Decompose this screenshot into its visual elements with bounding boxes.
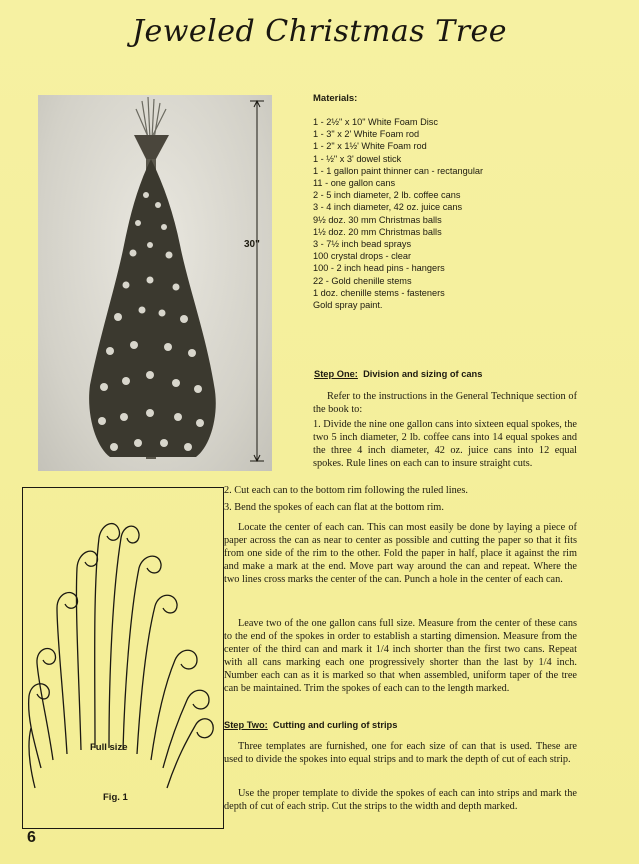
material-item: 1 - 1 gallon paint thinner can - rectangular — [313, 165, 484, 176]
material-item: 9½ doz. 30 mm Christmas balls — [313, 214, 442, 225]
step-one-item-1: 1. Divide the nine one gallon cans into sixteen equal spokes, the two 5 inch diameter, 2 lb. coffee cans into 14 equal spokes and the three 4 inch diameter, 42 oz. juice cans into 12 equal spokes. Rule lines on each can to insure straight cuts. — [313, 419, 577, 469]
material-item: 1½ doz. 20 mm Christmas balls — [313, 226, 442, 237]
step-one-paragraph-center: Locate the center of each can. This can most easily be done by laying a piece of paper across the can as near to center as possible and cutting the paper so that it fits from one side of the rim to the other. Fold the paper in half, place it against the rim and make a mark at the end. Move part way around the can and repeat. Where the two lines cross marks the center of the can. Punch a hole in the center of each can. — [224, 522, 577, 585]
material-item: Gold spray paint. — [313, 300, 383, 311]
tree-illustration — [38, 95, 272, 471]
step-one-intro: Refer to the instructions in the General Technique section of the book to: — [313, 391, 577, 415]
figure-size-label: Full size — [90, 742, 128, 753]
materials-heading: Materials: — [313, 93, 358, 104]
step-one-paragraph-measure: Leave two of the one gallon cans full size. Measure from the center of these cans to the end of the spokes in order to establish a starting dimension. Measure from the center of the third can and mark it 1/4 inch shorter than the first two cans. Repeat with all cans marking each one progressively shorter than the last by 1/4 inch. Number each can as it is marked so that when assembled, uniform taper of the tree can be maintained. Trim the spokes of each can to the length marked. — [224, 618, 577, 694]
material-item: 22 - Gold chenille stems — [313, 275, 412, 286]
materials-list — [313, 116, 483, 311]
step-one-heading — [314, 369, 482, 379]
material-item: 11 - one gallon cans — [313, 178, 396, 189]
step-two-title: Cutting and curling of strips — [272, 720, 398, 730]
step-one-title: Division and sizing of cans — [363, 369, 483, 379]
material-item: 1 - 2" x 1½' White Foam rod — [313, 141, 427, 152]
material-item: 100 crystal drops - clear — [313, 251, 412, 262]
material-item: 1 - ½" x 3' dowel stick — [313, 153, 402, 164]
material-item: 3 - 7½ inch bead sprays — [313, 239, 412, 250]
step-two-paragraph-cut: Use the proper template to divide the spokes of each can into strips and mark the depth of cut of each strip. Cut the strips to the width and depth marked. — [224, 788, 577, 812]
material-item: 1 doz. chenille stems - fasteners — [313, 287, 445, 298]
material-item: 100 - 2 inch head pins - hangers — [313, 263, 445, 274]
tree-photo — [38, 95, 272, 471]
page-number: 6 — [27, 829, 36, 846]
material-item: 1 - 2½" x 10" White Foam Disc — [313, 117, 438, 127]
step-one-item-3: 3. Bend the spokes of each can flat at the bottom rim. — [224, 502, 444, 513]
step-one-label: Step One: — [314, 369, 358, 379]
step-one-item-2: 2. Cut each can to the bottom rim following the ruled lines. — [224, 485, 468, 496]
curled-strips-template-drawing — [23, 488, 223, 828]
material-item: 1 - 3" x 2' White Foam rod — [313, 129, 420, 140]
material-item: 2 - 5 inch diameter, 2 lb. coffee cans — [313, 190, 461, 201]
figure-caption: Fig. 1 — [103, 792, 128, 803]
page-title: Jeweled Christmas Tree — [131, 14, 508, 49]
step-two-paragraph-templates: Three templates are furnished, one for each size of can that is used. These are used to divide the spokes into equal strips and to mark the depth of cut of each strip. — [224, 741, 577, 765]
step-two-heading — [224, 720, 397, 730]
figure-1-box — [22, 487, 224, 829]
step-two-label: Step Two: — [224, 720, 268, 730]
height-dimension-label: 30" — [244, 239, 260, 250]
material-item: 3 - 4 inch diameter, 42 oz. juice cans — [313, 202, 463, 213]
